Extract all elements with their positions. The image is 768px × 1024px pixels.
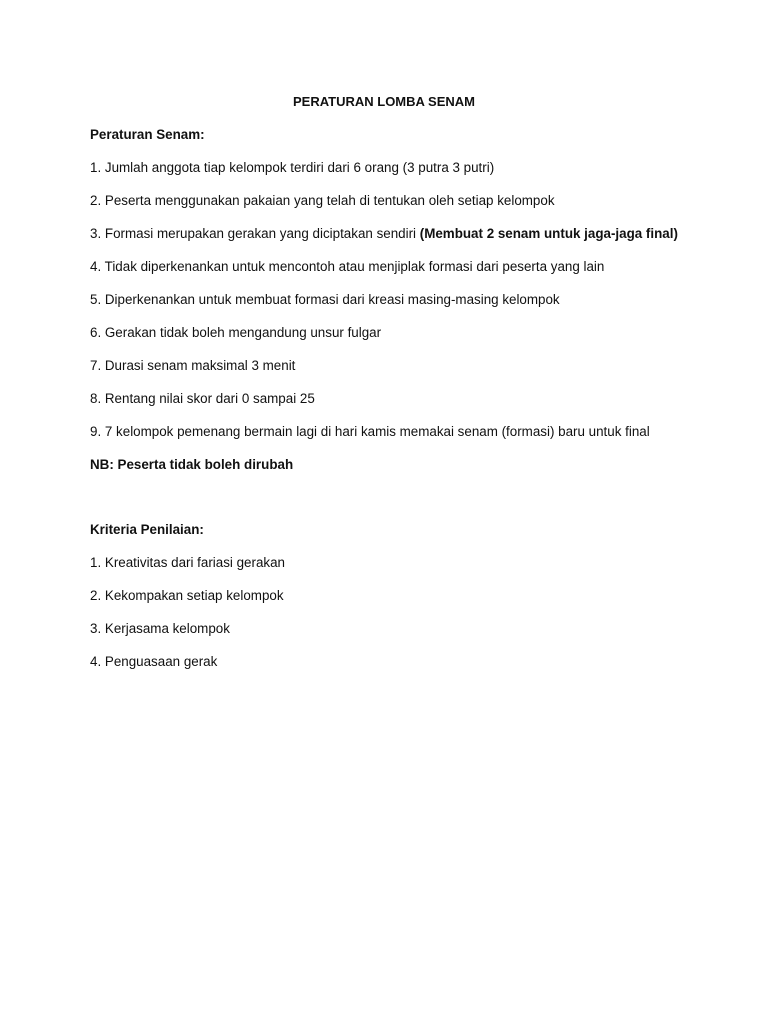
rule-item — [90, 291, 560, 309]
rule-item — [90, 357, 295, 375]
rules-heading: Peraturan Senam: — [90, 127, 205, 142]
rule-text: 5. Diperkenankan untuk membuat formasi dari kreasi masing-masing kelompok — [90, 292, 560, 307]
rule-bold-suffix: (Membuat 2 senam untuk jaga-jaga final) — [419, 226, 678, 241]
document-title: PERATURAN LOMBA SENAM — [293, 94, 475, 109]
rule-text: 8. Rentang nilai skor dari 0 sampai 25 — [90, 391, 315, 406]
rule-text: 6. Gerakan tidak boleh mengandung unsur fulgar — [90, 325, 382, 340]
rule-text: 2. Peserta menggunakan pakaian yang telah di tentukan oleh setiap kelompok — [90, 193, 555, 208]
rule-item — [90, 390, 315, 408]
rule-item — [90, 225, 678, 243]
rule-text: 7. Durasi senam maksimal 3 menit — [90, 358, 296, 373]
rule-text: 3. Formasi merupakan gerakan yang diciptakan sendiri — [90, 226, 420, 241]
criteria-item: 2. Kekompakan setiap kelompok — [90, 588, 284, 603]
criteria-heading: Kriteria Penilaian: — [90, 522, 204, 537]
rule-item — [90, 324, 381, 342]
criteria-item: 3. Kerjasama kelompok — [90, 621, 230, 636]
rule-item — [90, 159, 494, 177]
criteria-item: 1. Kreativitas dari fariasi gerakan — [90, 555, 286, 570]
criteria-item: 4. Penguasaan gerak — [90, 654, 218, 669]
rule-item — [90, 192, 555, 210]
note: NB: Peserta tidak boleh dirubah — [90, 457, 294, 472]
rule-text: 9. 7 kelompok pemenang bermain lagi di hari kamis memakai senam (formasi) baru untuk final — [90, 424, 650, 439]
rule-item — [90, 258, 604, 276]
rule-item — [90, 423, 650, 441]
rule-text: 4. Tidak diperkenankan untuk mencontoh atau menjiplak formasi dari peserta yang lain — [90, 259, 605, 274]
rule-text: 1. Jumlah anggota tiap kelompok terdiri dari 6 orang (3 putra 3 putri) — [90, 160, 495, 175]
